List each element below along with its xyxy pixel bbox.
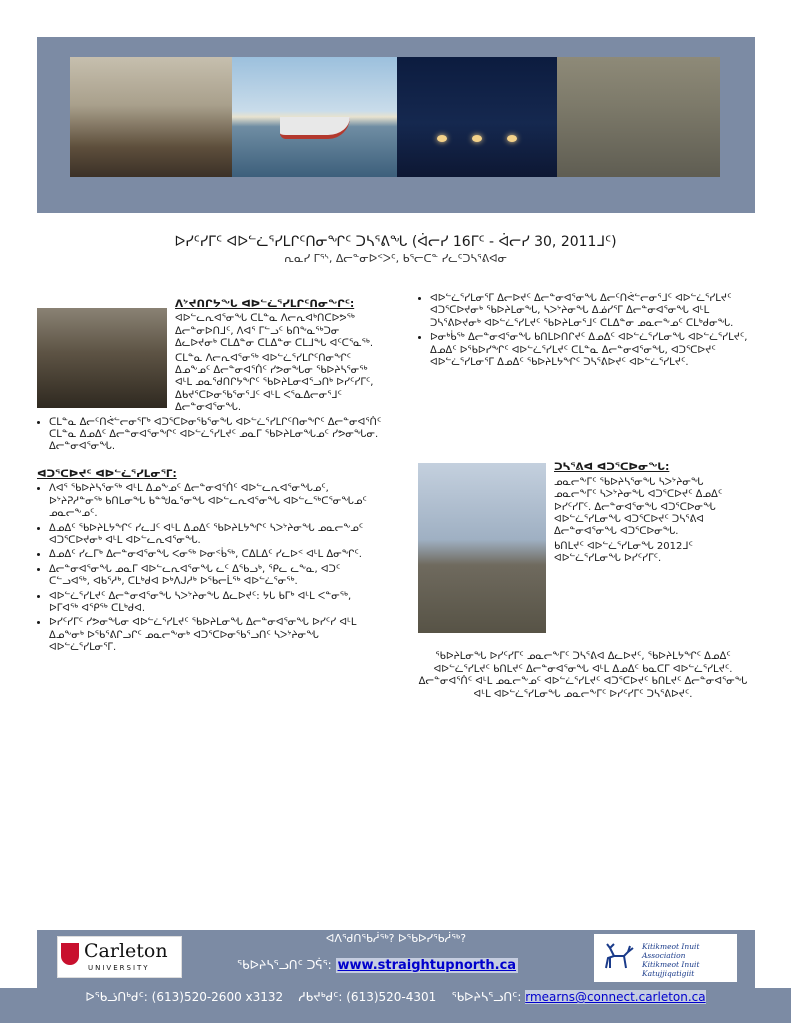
list-item: • ᐊᐅᓪᓛᕐᓯᒪᓂᕐᒥ ᐃᓕᐅᔪᑦ ᐃᓕᓐᓂᐊᕐᓂᖓ ᐃᓕᑦᑎᕚᓪᓕᓂᕐᒧᑦ ᐊᐅᓪᓛᕐᓯᒪᔪᑦ ᐊᑐᕐᑕᐅᔪᓂᒃ ᖃᐅᔨᒪᓂᖓ, ᓴᐳᔾᔨᓂᖓ ᐃᓅᓯᕐᒥ ᐃᓕᓐᓂᐊᕐᓂᖓ ᐊᒻᒪ ᑐᓴᕐᕕᐅᔪᓂᒃ ᐊᐅᓪᓛᕐᓯᒪᔪᑦ ᖃᐅᔨᒪᓂᕐᒧᑦ ᑕᒪᐃᓐᓂ ᓄᓇᓕᖕᓄᑦ ᑕᒪᒃᑯᓂᖓ.: [430, 293, 748, 330]
list-item: • ᑲᑎᒪᔪᑦ ᐊᐅᓪᓛᕐᓯᒪᓂᖓ 2012ᒧᑦ ᐊᐅᓪᓛᕐᓯᒪᓂᖓ ᐅᓯᑦᓯᒥᑦ.: [430, 541, 748, 566]
caribou-icon: [600, 940, 636, 976]
boat-shape: [280, 117, 350, 139]
list-item: • ᑕᒪᓐᓇ ᐃᓕᑦᑎᕚᓪᓕᓂᕐᒥᒃ ᐊᑐᕐᑕᐅᓂᖃᕐᓂᖓ ᐊᐅᓪᓛᕐᓯᒪᒋᑦᑎᓂᖏᑦ ᐃᓕᓐᓂᐊᕐᑏᑦ ᑕᒪᓐᓇ ᐃᓄᐃᑦ ᐃᓕᓐᓂᐊᕐᓂᖏᑦ ᐊᐅᓪᓛᕐᓯᒪᔪᑦ ᓄᓇᒥ ᖃᐅᔨᒪᓂᖓᓄᑦ ᓯᕗᓂᖓᓂ. ᐃᓕᓐᓂᐊᕐᓂᖓ.: [49, 417, 383, 454]
kia-subname: Kitikmeot Inuit Katujjiqatigiit: [642, 960, 700, 978]
kia-name: Kitikmeot Inuit Association: [642, 942, 700, 960]
fax-number: (613)520-4301: [346, 990, 437, 1004]
list-item: • ᐃᓄᐃᑦ ᖃᐅᔨᒪᔭᖏᑦ ᓯᓚᒧᑦ ᐊᒻᒪ ᐃᓄᐃᑦ ᖃᐅᔨᒪᔭᖏᑦ ᓴᐳᔾᔨᓂᖓ ᓄᓇᓕᖕᓄᑦ ᐊᑐᕐᑕᐅᔪᓂᒃ ᐊᒻᒪ ᐊᐅᓪᓚᕆᐊᕐᓂᖓ.: [49, 523, 383, 548]
contact-line: [0, 990, 791, 1004]
email-label: ᖃᐅᔨᓴᕐᓗᑎᑦ:: [451, 990, 522, 1004]
page-subtitle: ᕆᓇᓯ ᒥᕐᔅ, ᐃᓕᓐᓂᐅᑉᐳᑦ, ᑲᕐᓕᑕᓐ ᓯᓚᑦᑐᓴᕐᕕᐊᓂ: [284, 252, 507, 265]
questions-line: ᐊᐱᕐᑯᑎᖃᓲᖅ? ᐅᖃᐅᓯᖃᓲᖅ?: [325, 932, 467, 945]
phone-label: ᐅᖃᓘᑎᒃᑯᑦ:: [85, 990, 148, 1004]
elders-photo: [37, 308, 167, 408]
fish-cleaning-photo: [557, 57, 720, 177]
closing-paragraph: ᖃᐅᔨᒪᓂᖓ ᐅᓯᑦᓯᒥᑦ ᓄᓇᓕᖕᒥᑦ ᑐᓴᕐᕕᐊ ᐃᓚᐅᔪᑦ, ᖃᐅᔨᒪᔭᖏᑦ ᐃᓄᐃᑦ ᐊᐅᓪᓛᕐᓯᒪᔪᑦ ᑲᑎᒪᔪᑦ ᐃᓕᓐᓂᐊᕐᓂᖓ ᐊᒻᒪ ᐃᓄᐃᑦ ᑲᓇᑕᒥ ᐊᐅᓪᓛᕐᓯᒪᔪᑦ. ᐃᓕᓐᓂᐊᕐᑏᑦ ᐊᒻᒪ ᓄᓇᓕᖕᓄᑦ ᐊᐅᓪᓛᕐᓯᒪᔪᑦ ᐊᑐᕐᑕᐅᔪᑦ ᑲᑎᒪᔪᑦ ᐃᓕᓐᓂᐊᕐᓂᖓ ᐊᒻᒪ ᐊᐅᓪᓛᕐᓯᒪᓂᖓ ᓄᓇᓕᖕᒥᑦ ᐅᓯᑦᓯᒥᑦ ᑐᓴᕐᕕᐅᔪᑦ.: [418, 651, 748, 700]
list-item: • ᐊᐅᓪᓚᕆᐊᕐᓂᖓ ᑕᒪᓐᓇ ᐱᓕᕆᐊᒃᑎᑕᐅᕗᖅ ᐃᓕᓐᓂᐅᑎᒧᑦ, ᐱᐊᕐ ᒥᓪᓗᑦ ᑲᑎᖕᓇᖅᑐᓂ ᐃᓚᐅᔪᓂᒃ ᑕᒪᐃᓐᓂ ᑕᒪᐃᓐᓂ ᑕᒪᒧᖓ ᐊᑦᑕᕐᓇᖅ.: [49, 313, 383, 350]
phone-number: (613)520-2600 x3132: [151, 990, 284, 1004]
list-item: • ᓄᓇᓕᖕᒥᑦ ᖃᐅᔨᓴᕐᓂᖓ ᓴᐳᔾᔨᓂᖓ ᓄᓇᓕᖕᒥᑦ ᓴᐳᔾᔨᓂᖓ ᐊᑐᕐᑕᐅᔪᑦ ᐃᓄᐃᑦ ᐅᓯᑦᓯᒥᑦ. ᐃᓕᓐᓂᐊᕐᓂᖓ ᐊᑐᕐᑕᐅᓂᖓ ᐊᐅᓪᓛᕐᓯᒪᓂᖓ ᐊᑐᕐᑕᐅᔪᑦ ᑐᓴᕐᕕᐊ ᐃᓕᓐᓂᐊᕐᓂᖓ ᐊᑐᕐᑕᐅᓂᖓ.: [430, 477, 748, 539]
website-line: [237, 958, 518, 973]
results-list: [418, 293, 748, 369]
list-item: • ᐅᓯᑦᓯᒥᑦ ᓯᕗᓂᖓᓂ ᐊᐅᓪᓛᕐᓯᒪᔪᑦ ᖃᐅᔨᒪᓂᖓ ᐃᓕᓐᓂᐊᕐᓂᖓ ᐅᓯᑦᓯ ᐊᒻᒪ ᐃᓄᖕᓂᒃ ᐅᖃᕐᕕᒋᓗᒋᑦ ᓄᓇᓕᖕᓂᒃ ᐊᑐᕐᑕᐅᓂᖃᕐᓗᑎᑦ ᓴᐳᔾᔨᓂᖓ ᐊᐅᓪᓛᕐᓯᒪᓂᕐᒥ.: [49, 617, 383, 654]
tents-night-photo: [397, 57, 557, 177]
activities-list: [37, 483, 383, 654]
tent-light: [507, 135, 517, 142]
list-item: • ᑕᒪᓐᓇ ᐱᓕᕆᐊᕐᓂᖅ ᐊᐅᓪᓛᕐᓯᒪᒋᑦᑎᓂᖏᑦ ᐃᓄᖕᓄᑦ ᐃᓕᓐᓂᐊᕐᑏᑦ ᓯᕗᓂᖓᓂ ᖃᐅᔨᓴᕐᓂᖅ ᐊᒻᒪ ᓄᓇᖁᑎᒋᔭᖏᑦ ᖃᐅᔨᒪᓂᐊᕐᓗᑎᒃ ᐅᓯᑦᓯᒥᑦ, ᐃᑲᔪᕐᑕᐅᓂᖃᕐᓂᕐᒧᑦ ᐊᒻᒪ ᐸᕐᓇᐃᓕᓂᕐᒧᑦ ᐃᓕᓐᓂᐊᕐᓂᖓ.: [49, 353, 383, 415]
shield-icon: [61, 943, 79, 965]
kia-text: [642, 942, 737, 978]
section-heading-activities: ᐊᑐᕐᑕᐅᔪᑦ ᐊᐅᓪᓛᕐᓯᒪᓂᕐᒥ:: [37, 467, 177, 480]
list-item: • ᐃᓄᐃᑦ ᓯᓚᒥᒃ ᐃᓕᓐᓂᐊᕐᓂᖓ ᐸᓂᖅ ᐅᓂᑉᑳᖅ, ᑕᐃᒪᐃᑦ ᓯᓚᐅᑉ ᐊᒻᒪ ᐃᓂᖏᑦ.: [49, 549, 383, 561]
left-column: [37, 298, 383, 657]
tent-light: [437, 135, 447, 142]
tent-light: [472, 135, 482, 142]
list-item: • ᐊᐅᓪᓛᕐᓯᒪᔪᑦ ᐃᓕᓐᓂᐊᕐᓂᖓ ᓴᐳᔾᔨᓂᖓ ᐃᓚᐅᔪᑦ: ᔭᒐ ᑲᒥᒃ ᐊᒻᒪ ᐸᓐᓂᖅ, ᐅᒥᐊᖅ ᐊᕿᖅ ᑕᒪᒃᑯᐊ.: [49, 591, 383, 616]
right-column: [418, 293, 748, 701]
kia-logo[interactable]: [594, 934, 737, 982]
section-heading-purpose: ᐱᔾᔪᑎᒋᔭᖓ ᐊᐅᓪᓛᕐᓯᒪᒋᑦᑎᓂᖏᑦ:: [175, 298, 355, 310]
list-item: • ᐃᓕᓐᓂᐊᕐᓂᖓ ᓄᓇᒥ ᐊᐅᓪᓚᕆᐊᕐᓂᖓ ᓚᑦ ᐃᖃᓗᒃ, ᕿᓚ ᓚᖕᓇ, ᐊᑐᑦ ᑕᓪᓗᐊᖅ, ᐊᑲᕐᓱᒃ, ᑕᒪᒃᑯᐊ ᐅᒃᐱᒍᓱᒃ ᐅᖃᓕᒫᖅ ᐊᐅᓪᓛᕐᓂᖅ.: [49, 564, 383, 589]
website-link[interactable]: www.straightupnorth.ca: [337, 958, 517, 973]
list-item: • ᐱᐊᕐ ᖃᐅᔨᓴᕐᓂᖅ ᐊᒻᒪ ᐃᓄᖕᓄᑦ ᐃᓕᓐᓂᐊᕐᑏᑦ ᐊᐅᓪᓚᕆᐊᕐᓂᖓᓄᑦ, ᐅᔾᔨᕈᓱᓐᓂᖅ ᑲᑎᒪᓂᖓ ᑲᓐᖑᓇᕐᓂᖓ ᐊᐅᓪᓚᕆᐊᕐᓂᖓ ᐊᐅᓪᓚᖅᑕᕐᓂᖓᓄᑦ ᓄᓇᓕᖕᓄᑦ.: [49, 483, 383, 520]
footer-bar: [37, 930, 755, 988]
photo-banner: [37, 37, 755, 213]
tent-meeting-photo: [70, 57, 232, 177]
carleton-subtext: UNIVERSITY: [88, 964, 150, 972]
website-label: ᖃᐅᔨᓴᕐᓗᑎᑦ ᑐᕌᕐ:: [237, 958, 332, 972]
email-link[interactable]: rmearns@connect.carleton.ca: [525, 990, 706, 1004]
section-heading-next: ᑐᓴᕐᕕᐊ ᐊᑐᕐᑕᐅᓂᖓ:: [554, 461, 670, 474]
boat-photo: [232, 57, 397, 177]
people-outdoors-photo: [418, 463, 546, 633]
fax-label: ᓱᑲᔪᒃᑯᑦ:: [298, 990, 343, 1004]
carleton-wordmark: Carleton: [84, 940, 168, 962]
list-item: • ᐅᓂᒃᑳᖅ ᐃᓕᓐᓂᐊᕐᓂᖓ ᑲᑎᒪᐅᑎᒋᔪᑦ ᐃᓄᐃᑦ ᐊᐅᓪᓛᕐᓯᒪᓂᖓ ᐊᐅᓪᓛᕐᓯᒪᔪᑦ, ᐃᓄᐃᑦ ᐅᖃᐅᓯᖏᑦ ᐊᐅᓪᓛᕐᓯᒪᔪᑦ ᑕᒪᓐᓇ ᐃᓕᓐᓂᐊᕐᓂᖓ, ᐊᑐᕐᑕᐅᔪᑦ ᐊᐅᓪᓛᕐᓯᒪᓂᕐᒥ ᐃᓄᐃᑦ ᖃᐅᔨᒪᔭᖏᑦ ᑐᓴᕐᕕᐅᔪᑦ ᐊᐅᓪᓛᕐᓯᒪᔪᑦ.: [430, 332, 748, 369]
page-title: ᐅᓯᑦᓯᒥᑦ ᐊᐅᓪᓛᕐᓯᒪᒋᑦᑎᓂᖏᑦ ᑐᓴᕐᕕᖓ (ᐋᓕᓯ 16ᒥᑦ - ᐋᓕᓯ 30, 2011ᒧᑦ): [174, 234, 617, 250]
